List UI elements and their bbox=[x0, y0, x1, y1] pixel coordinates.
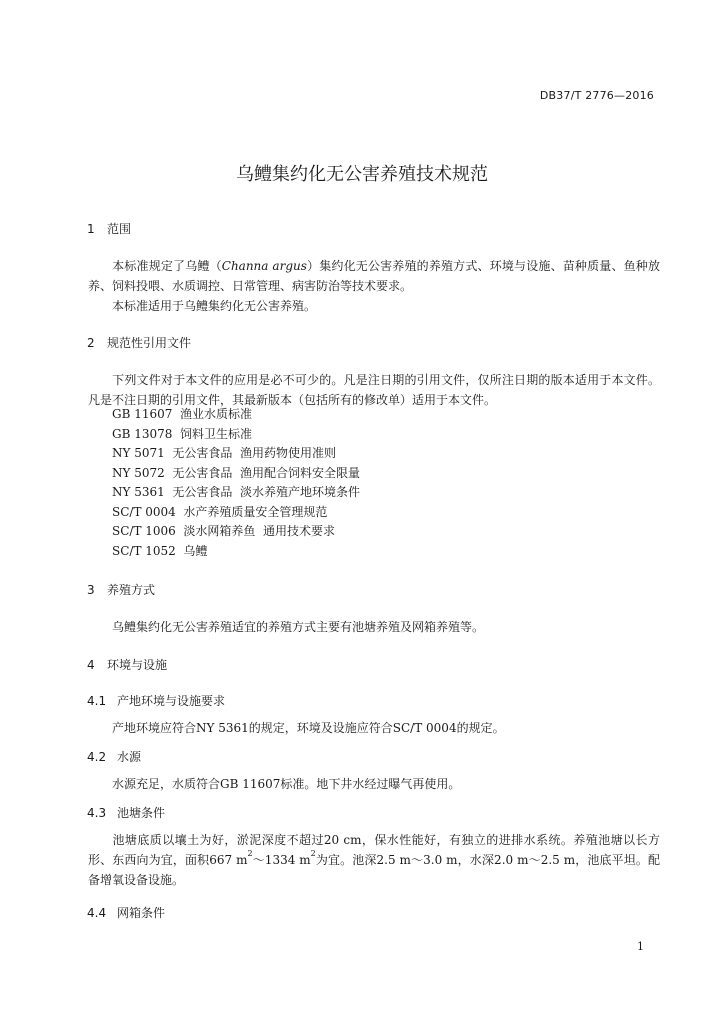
reference-item: GB 13078 饲料卫生标准 bbox=[112, 426, 253, 441]
section-4-3-paragraph bbox=[88, 830, 660, 890]
section-4-heading bbox=[87, 656, 167, 673]
section-title: 水源 bbox=[117, 750, 142, 764]
reference-item: SC/T 1052 乌鳢 bbox=[112, 543, 208, 558]
section-title: 范围 bbox=[107, 222, 132, 236]
text-run: 本标准规定了乌鳢（ bbox=[112, 259, 222, 273]
superscript: 2 bbox=[247, 849, 253, 858]
section-2-heading bbox=[87, 334, 191, 351]
section-number: 1 bbox=[87, 222, 95, 236]
section-2-paragraph-1 bbox=[88, 370, 660, 410]
section-title: 规范性引用文件 bbox=[107, 336, 192, 350]
section-number: 4.3 bbox=[87, 806, 107, 820]
page-number: 1 bbox=[637, 940, 644, 953]
reference-item: SC/T 1006 淡水网箱养鱼 通用技术要求 bbox=[112, 524, 336, 538]
text-run: 为宜。池深2.5 m～3.0 m，水深2.0 m～2.5 m，池底平坦。配备增氧设备设施。 bbox=[88, 853, 660, 887]
section-4-1-heading bbox=[87, 692, 225, 709]
section-title: 养殖方式 bbox=[107, 583, 156, 597]
document-code: DB37/T 2776—2016 bbox=[539, 89, 654, 102]
section-title: 环境与设施 bbox=[107, 658, 168, 672]
section-3-heading bbox=[87, 581, 155, 598]
latin-name: Channa argus bbox=[221, 259, 307, 273]
document-title: 乌鳢集约化无公害养殖技术规范 bbox=[236, 164, 488, 185]
text-run: 水源充足，水质符合GB 11607标准。地下井水经过曝气再使用。 bbox=[112, 777, 461, 791]
text-run: 乌鳢集约化无公害养殖适宜的养殖方式主要有池塘养殖及网箱养殖等。 bbox=[112, 620, 485, 634]
reference-item: SC/T 0004 水产养殖质量安全管理规范 bbox=[112, 504, 328, 519]
text-run: 本标准适用于乌鳢集约化无公害养殖。 bbox=[112, 299, 317, 313]
section-number: 4 bbox=[87, 658, 95, 672]
section-1-heading bbox=[87, 220, 131, 237]
section-1-paragraph-2 bbox=[88, 296, 660, 316]
superscript: 2 bbox=[310, 849, 316, 858]
section-title: 产地环境与设施要求 bbox=[117, 694, 226, 708]
section-title: 网箱条件 bbox=[117, 906, 166, 920]
section-number: 3 bbox=[87, 583, 95, 597]
section-number: 2 bbox=[87, 336, 95, 350]
section-title: 池塘条件 bbox=[117, 806, 166, 820]
section-4-2-paragraph bbox=[88, 774, 660, 794]
section-number: 4.4 bbox=[87, 906, 107, 920]
section-number: 4.2 bbox=[87, 750, 107, 764]
text-run: 产地环境应符合NY 5361的规定，环境及设施应符合SC/T 0004的规定。 bbox=[112, 721, 505, 735]
text-run: 池塘底质以壤土为好，淤泥深度不超过20 cm，保水性能好，有独立的进排水系统。养殖池塘以长方形、东西向为宜，面积667 m bbox=[88, 833, 660, 867]
reference-list bbox=[112, 405, 360, 561]
section-4-2-heading bbox=[87, 748, 141, 765]
section-1-paragraph-1 bbox=[88, 256, 660, 296]
text-run: ～1334 m bbox=[252, 853, 311, 867]
reference-item: NY 5361 无公害食品 淡水养殖产地环境条件 bbox=[112, 485, 361, 499]
reference-item: NY 5072 无公害食品 渔用配合饲料安全限量 bbox=[112, 465, 361, 480]
reference-item: GB 11607 渔业水质标准 bbox=[112, 407, 253, 421]
section-3-paragraph-1 bbox=[88, 617, 660, 637]
section-4-3-heading bbox=[87, 804, 165, 821]
reference-item: NY 5071 无公害食品 渔用药物使用准则 bbox=[112, 446, 337, 460]
section-4-4-heading bbox=[87, 904, 165, 921]
section-number: 4.1 bbox=[87, 694, 107, 708]
text-run: ）集约化无公害养殖的养殖方式、环境与设施、苗种质量、鱼种放养、饲料投喂、水质调控、日常管理、病害防治等技术要求。 bbox=[88, 259, 660, 293]
text-run: 下列文件对于本文件的应用是必不可少的。凡是注日期的引用文件，仅所注日期的版本适用于本文件。凡是不注日期的引用文件，其最新版本（包括所有的修改单）适用于本文件。 bbox=[88, 373, 660, 407]
section-4-1-paragraph bbox=[88, 718, 660, 738]
